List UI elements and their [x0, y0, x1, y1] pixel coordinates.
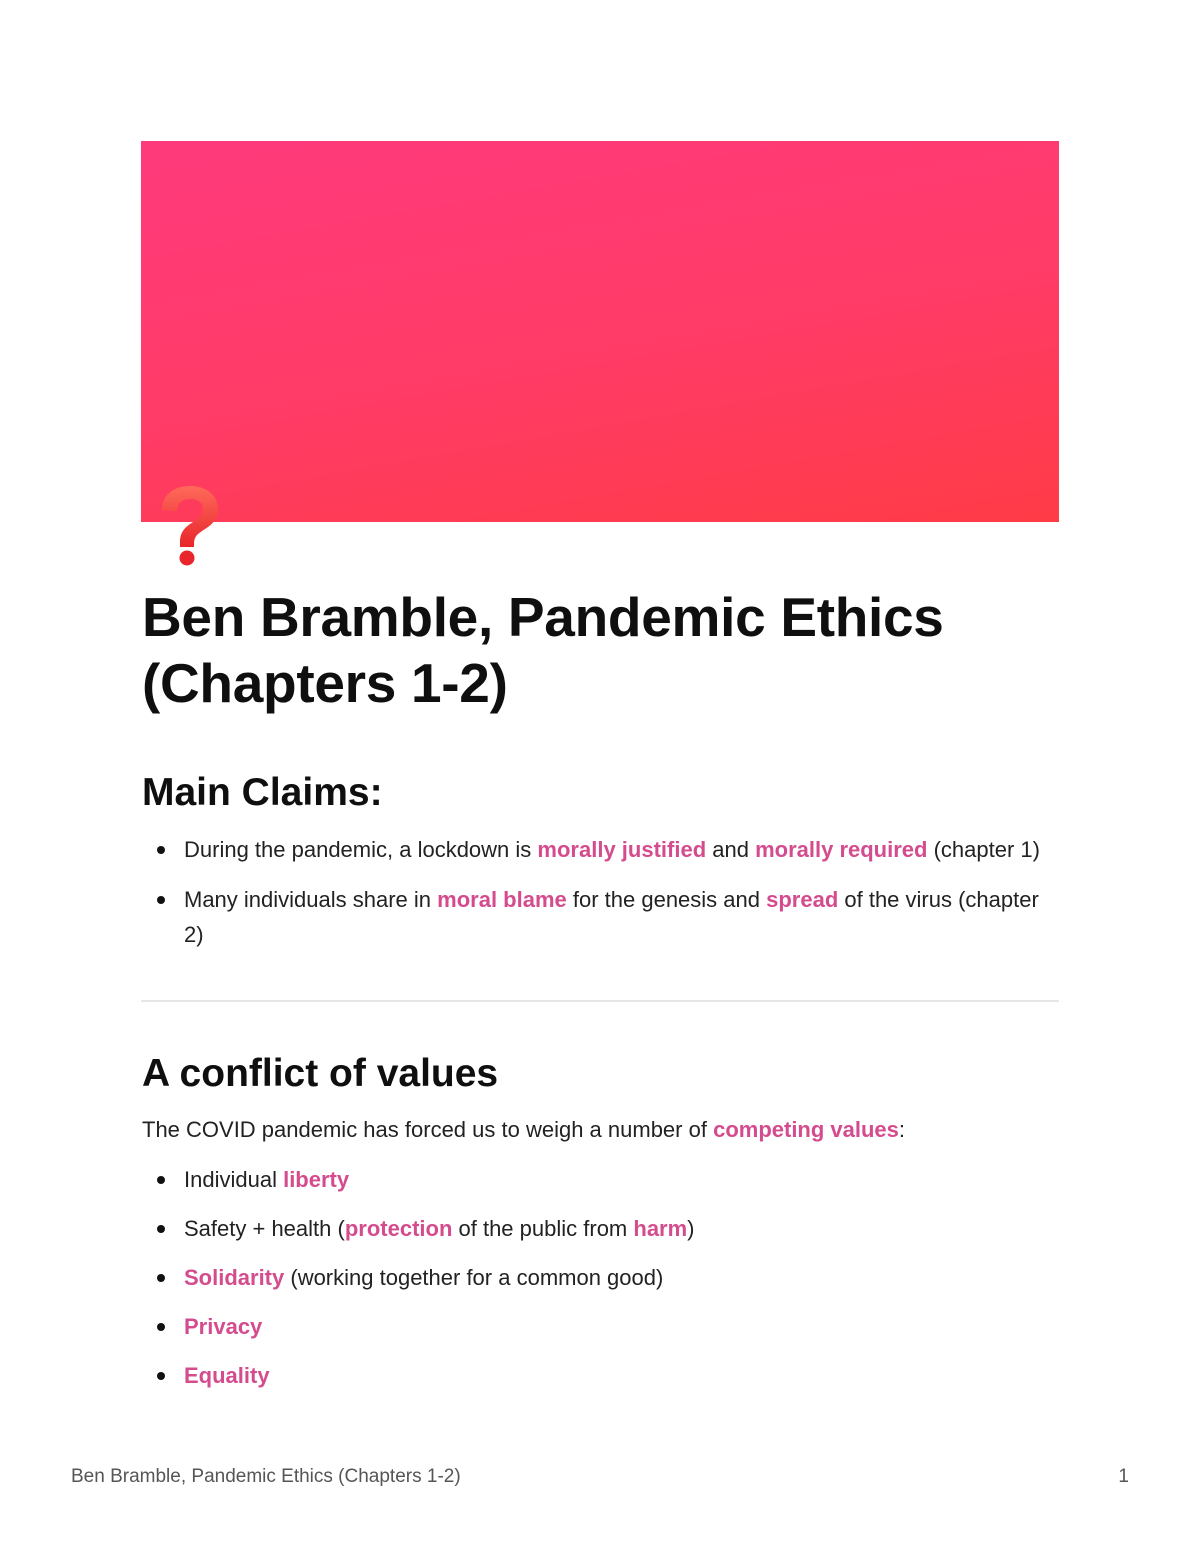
bullet-icon	[157, 896, 165, 904]
claim-text: During the pandemic, a lockdown is	[184, 837, 538, 862]
intro-text: :	[898, 1117, 906, 1142]
value-text: Individual	[184, 1167, 284, 1192]
list-item	[142, 1309, 1042, 1344]
claim-text: Many individuals share in	[184, 887, 438, 912]
conflict-heading: A conflict of values	[142, 1052, 499, 1095]
list-item	[142, 882, 1042, 952]
claim-text: and	[706, 837, 756, 862]
highlight-term: protection	[344, 1216, 453, 1241]
highlight-term: morally justified	[537, 837, 707, 862]
bullet-icon	[157, 1176, 165, 1184]
list-item	[142, 832, 1042, 867]
highlight-term: competing values	[713, 1117, 899, 1142]
highlight-term: Solidarity	[184, 1265, 285, 1290]
list-item	[142, 1162, 1042, 1197]
highlight-term: Privacy	[184, 1314, 263, 1339]
page-title	[142, 584, 1062, 716]
value-text: )	[687, 1216, 695, 1241]
list-item	[142, 1260, 1042, 1295]
list-item	[142, 1211, 1042, 1246]
claim-text: for the genesis and	[566, 887, 767, 912]
list-item	[142, 1358, 1042, 1393]
section-divider	[141, 1000, 1059, 1002]
value-text: Safety + health (	[184, 1216, 345, 1241]
highlight-term: Equality	[184, 1363, 270, 1388]
highlight-term: spread	[766, 887, 839, 912]
footer-document-title: Ben Bramble, Pandemic Ethics (Chapters 1-2)	[71, 1466, 461, 1487]
bullet-icon	[157, 1274, 165, 1282]
bullet-icon	[157, 846, 165, 854]
page-title-line-2: (Chapters 1-2)	[142, 652, 508, 714]
intro-text: The COVID pandemic has forced us to weigh a number of	[142, 1117, 714, 1142]
highlight-term: morally required	[755, 837, 928, 862]
value-text: (working together for a common good)	[284, 1265, 664, 1290]
cover-banner	[141, 141, 1059, 522]
main-claims-list	[142, 832, 1042, 967]
bullet-icon	[157, 1372, 165, 1380]
claim-text: of the virus (chapter 2)	[184, 887, 1039, 947]
highlight-term: liberty	[283, 1167, 350, 1192]
highlight-term: harm	[633, 1216, 688, 1241]
footer-page-number: 1	[1118, 1466, 1129, 1487]
highlight-term: moral blame	[437, 887, 567, 912]
values-list	[142, 1162, 1042, 1407]
red-question-mark-icon	[150, 484, 230, 566]
page-title-line-1: Ben Bramble, Pandemic Ethics	[142, 586, 944, 648]
bullet-icon	[157, 1225, 165, 1233]
value-text: of the public from	[452, 1216, 634, 1241]
main-claims-heading: Main Claims:	[142, 771, 383, 814]
claim-text: (chapter 1)	[927, 837, 1040, 862]
bullet-icon	[157, 1323, 165, 1331]
conflict-intro	[142, 1112, 905, 1147]
